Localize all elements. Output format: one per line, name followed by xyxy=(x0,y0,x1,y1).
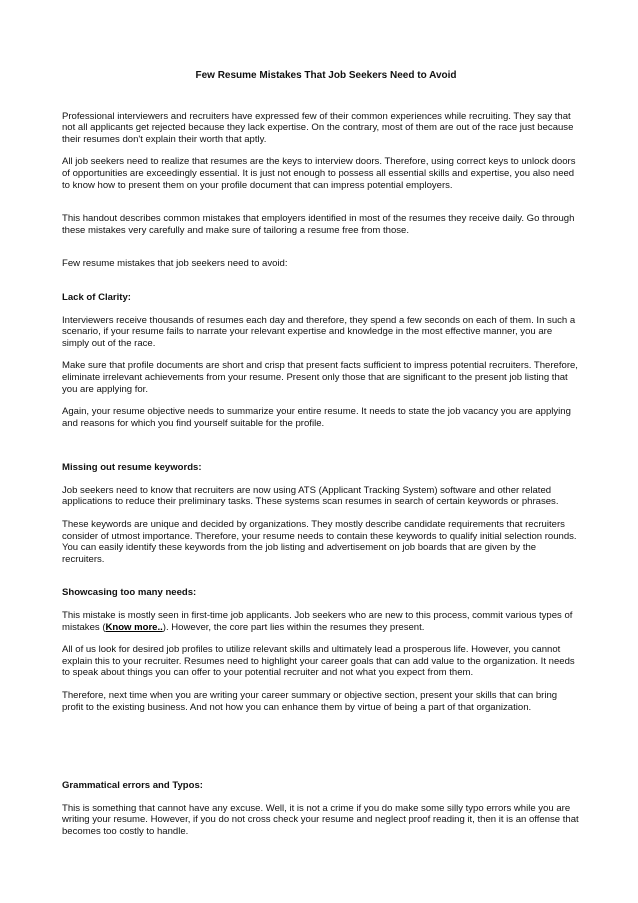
too-many-needs-text-before-link: This mistake is mostly seen in first-time job applicants. Job seekers who are new to this process, commit various types of mistakes ( xyxy=(62,610,573,633)
know-more-link[interactable]: Know more.. xyxy=(105,621,163,633)
too-many-needs-text-after-link: ). However, the core part lies within the resumes they present. xyxy=(162,621,425,633)
intro-paragraph-4: Few resume mistakes that job seekers need to avoid: xyxy=(62,258,288,270)
too-many-needs-paragraph-3: Therefore, next time when you are writing your career summary or objective section, present your skills that can bring profit to the existing business. And not how you can enhance them by virtue of being a part of that organization. xyxy=(62,690,558,713)
document-page xyxy=(62,70,580,838)
lack-of-clarity-paragraph-3: Again, your resume objective needs to summarize your entire resume. It needs to state the job vacancy you are applying and reasons for which you find yourself suitable for the profile. xyxy=(62,406,571,429)
intro-paragraph-3: This handout describes common mistakes that employers identified in most of the resumes they receive daily. Go through these mistakes very carefully and make sure of tailoring a resume free from those. xyxy=(62,213,575,236)
grammatical-errors-paragraph-1: This is something that cannot have any excuse. Well, it is not a crime if you do make some silly typo errors while you are writing your resume. However, if you do not cross check your resume and neglect proof reading it, then it is an offense that becomes too costly to handle. xyxy=(62,802,579,837)
section-heading-grammatical-errors: Grammatical errors and Typos: xyxy=(62,780,203,792)
too-many-needs-paragraph-1 xyxy=(62,610,580,633)
section-heading-lack-of-clarity: Lack of Clarity: xyxy=(62,291,131,303)
intro-paragraph-1: Professional interviewers and recruiters have expressed few of their common experiences while recruiting. They say that not all applicants get rejected because they lack expertise. On the contrary, most of them are out of the race just because their resumes don't explain their worth that aptly. xyxy=(62,110,574,145)
lack-of-clarity-paragraph-1: Interviewers receive thousands of resumes each day and therefore, they spend a few seconds on each of them. In such a scenario, if your resume fails to narrate your relevant expertise and knowledge in the most effective manner, you are simply out of the race. xyxy=(62,314,576,349)
document-title: Few Resume Mistakes That Job Seekers Need to Avoid xyxy=(195,70,457,81)
lack-of-clarity-paragraph-2: Make sure that profile documents are short and crisp that present facts sufficient to impress potential recruiters. Therefore, eliminate irrelevant achievements from your resume. Present only those that are significant to the present job listing that you are applying for. xyxy=(62,360,578,395)
intro-paragraph-2: All job seekers need to realize that resumes are the keys to interview doors. Therefore, using correct keys to unlock doors of opportunities are exceedingly essential. It is just not enough to possess all essential skills and expertise, you also need to know how to present them on your profile document that can impress potential employers. xyxy=(62,156,576,191)
missing-keywords-paragraph-2: These keywords are unique and decided by organizations. They mostly describe candidate requirements that recruiters consider of utmost importance. Therefore, your resume needs to contain these keywords to qualify initial selection rounds. You can easily identify these keywords from the job listing and advertisement on job boards that are given by the recruiters. xyxy=(62,519,577,565)
section-heading-too-many-needs: Showcasing too many needs: xyxy=(62,587,197,599)
too-many-needs-paragraph-2: All of us look for desired job profiles to utilize relevant skills and ultimately lead a prosperous life. However, you cannot explain this to your recruiter. Resumes need to highlight your career goals that can add value to the organization. It needs to speak about things you can offer to your potential recruiter and not what you expect from them. xyxy=(62,644,575,679)
section-heading-missing-keywords: Missing out resume keywords: xyxy=(62,462,202,474)
missing-keywords-paragraph-1: Job seekers need to know that recruiters are now using ATS (Applicant Tracking System) software and other related applications to reduce their preliminary tasks. These systems scan resumes in search of certain keywords or phrases. xyxy=(62,484,559,508)
